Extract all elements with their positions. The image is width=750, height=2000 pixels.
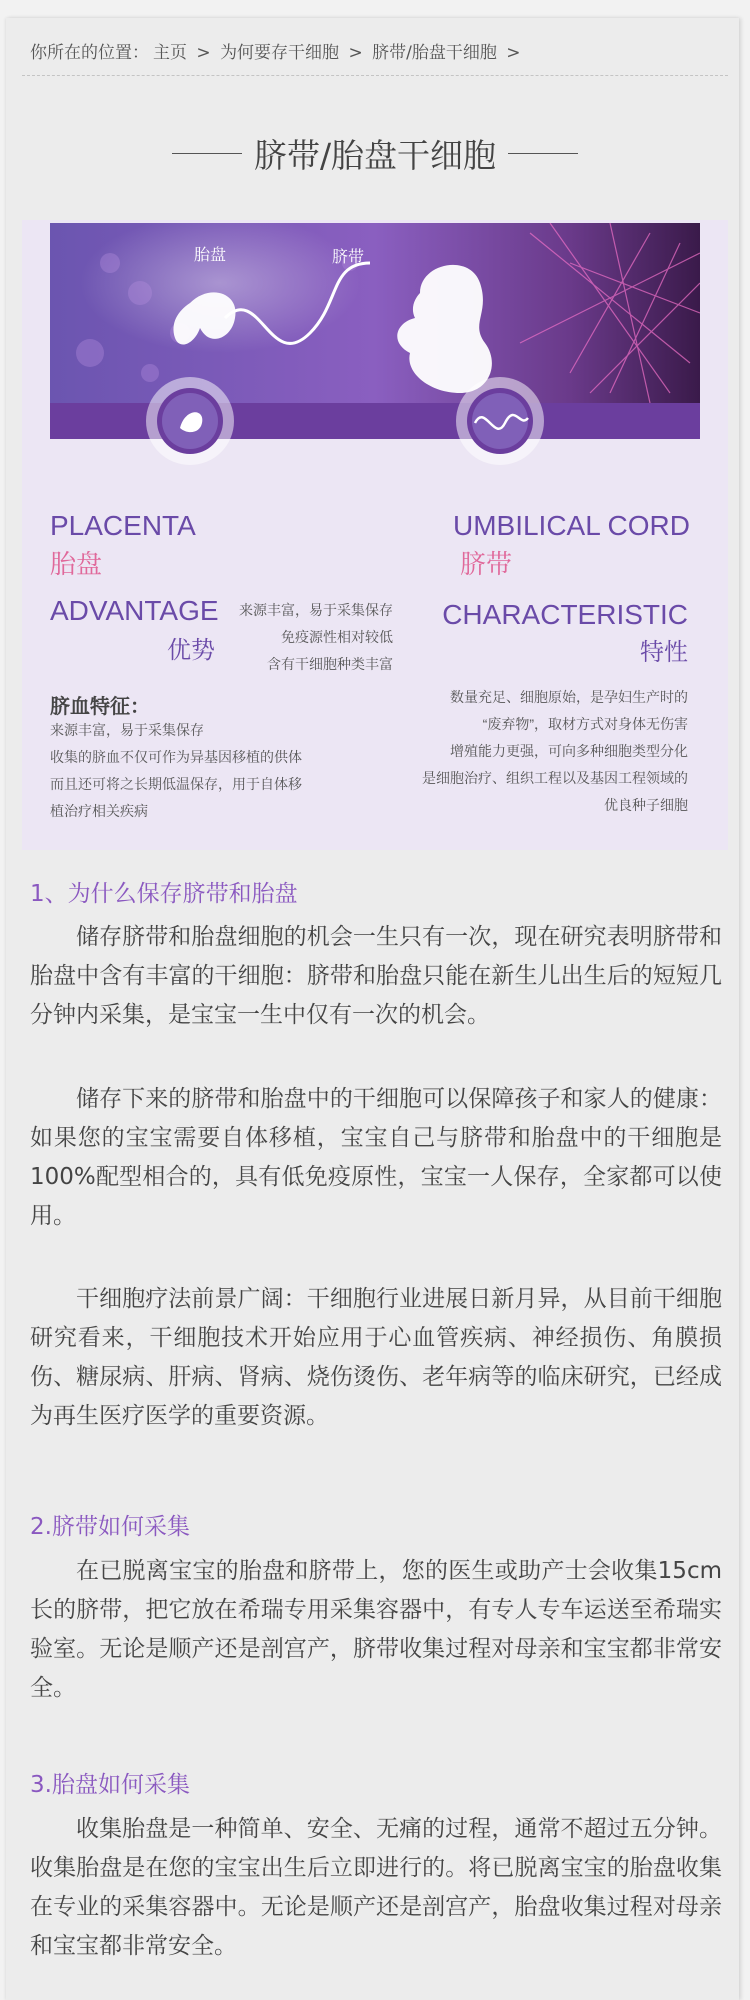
section-title-placenta-collection: 3.胎盘如何采集: [30, 1772, 190, 1798]
cord-blood-heading: 脐血特征：: [50, 696, 150, 718]
illustration-label-cord: 脐带: [332, 249, 365, 266]
page-title-row: [0, 128, 750, 178]
paragraph: 收集胎盘是一种简单、安全、无痛的过程，通常不超过五分钟。收集胎盘是在您的宝宝出生后立即进行的。将已脱离宝宝的胎盘收集在专业的采集容器中。无论是顺产还是剖宫产，胎盘收集过程对母亲和宝宝都非常安全。: [30, 1816, 722, 1959]
cord-blood-lines: [50, 717, 350, 825]
page-title: 脐带/胎盘干细胞: [253, 135, 497, 175]
cord-blood-line: 植治疗相关疾病: [50, 803, 148, 819]
title-line-right: [508, 153, 578, 154]
breadcrumb-link-home[interactable]: 主页: [153, 43, 187, 63]
advantage-point: 含有干细胞种类丰富: [267, 656, 393, 672]
placenta-heading-zh: 胎盘: [50, 549, 103, 579]
breadcrumb: [30, 38, 720, 63]
breadcrumb-link-current[interactable]: 脐带/胎盘干细胞: [372, 43, 497, 63]
breadcrumb-separator: >: [506, 43, 521, 63]
breadcrumb-separator: >: [348, 43, 363, 63]
cord-blood-line: 来源丰富，易于采集保存: [50, 722, 204, 738]
paragraph: 干细胞疗法前景广阔：干细胞行业进展日新月异，从目前干细胞研究看来，干细胞技术开始应用于心血管疾病、神经损伤、角膜损伤、糖尿病、肝病、肾病、烧伤烫伤、老年病等的临床研究，已经成为再生医疗医学的重要资源。: [30, 1286, 722, 1429]
characteristic-heading-en: CHARACTERISTIC: [442, 599, 688, 630]
cord-blood-line: 收集的脐血不仅可作为异基因移植的供体: [50, 749, 302, 765]
characteristic-line: 数量充足、细胞原始，是孕妇生产时的: [450, 689, 688, 705]
cord-heading-en: UMBILICAL CORD: [452, 510, 690, 541]
section-title-why-store: 1、为什么保存脐带和胎盘: [30, 881, 298, 907]
cord-heading-zh: 脐带: [460, 549, 513, 579]
paragraph: 在已脱离宝宝的胎盘和脐带上，您的医生或助产士会收集15cm长的脐带，把它放在希瑞专用采集容器中，有专人专车运送至希瑞实验室。无论是顺产还是剖宫产，脐带收集过程对母亲和宝宝都非常安全。: [30, 1558, 722, 1701]
advantage-point: 免疫源性相对较低: [281, 629, 393, 645]
breadcrumb-link-why-store[interactable]: 为何要存干细胞: [220, 43, 340, 63]
advantage-points: [193, 597, 393, 678]
breadcrumb-separator: >: [196, 43, 211, 63]
placenta-cord-illustration: [50, 223, 700, 473]
characteristic-lines: [368, 684, 688, 819]
placenta-heading-en: PLACENTA: [50, 510, 196, 541]
characteristic-line: 优良种子细胞: [604, 797, 688, 813]
advantage-heading-zh: 优势: [167, 637, 215, 664]
advantage-point: 来源丰富，易于采集保存: [239, 602, 393, 618]
illustration-label-placenta: 胎盘: [194, 247, 227, 264]
advantage-heading-en: ADVANTAGE: [50, 595, 219, 626]
title-line-left: [172, 153, 242, 154]
paragraph: 储存脐带和胎盘细胞的机会一生只有一次，现在研究表明脐带和胎盘中含有丰富的干细胞：脐带和胎盘只能在新生儿出生后的短短几分钟内采集，是宝宝一生中仅有一次的机会。: [30, 924, 722, 1028]
breadcrumb-divider: [22, 75, 728, 76]
cord-blood-line: 而且还可将之长期低温保存，用于自体移: [50, 776, 302, 792]
section-title-cord-collection: 2.脐带如何采集: [30, 1514, 190, 1540]
characteristic-line: “废弃物”，取材方式对身体无伤害: [482, 716, 688, 732]
characteristic-line: 增殖能力更强，可向多种细胞类型分化: [450, 743, 688, 759]
paragraph: 储存下来的脐带和胎盘中的干细胞可以保障孩子和家人的健康：如果您的宝宝需要自体移植，宝宝自己与脐带和胎盘中的干细胞是100%配型相合的，具有低免疫原性，宝宝一人保存，全家都可以使用。: [30, 1086, 722, 1229]
info-banner: [22, 220, 728, 850]
characteristic-heading-zh: 特性: [640, 639, 688, 666]
characteristic-line: 是细胞治疗、组织工程以及基因工程领域的: [422, 770, 688, 786]
breadcrumb-prefix: 你所在的位置：: [30, 43, 149, 63]
